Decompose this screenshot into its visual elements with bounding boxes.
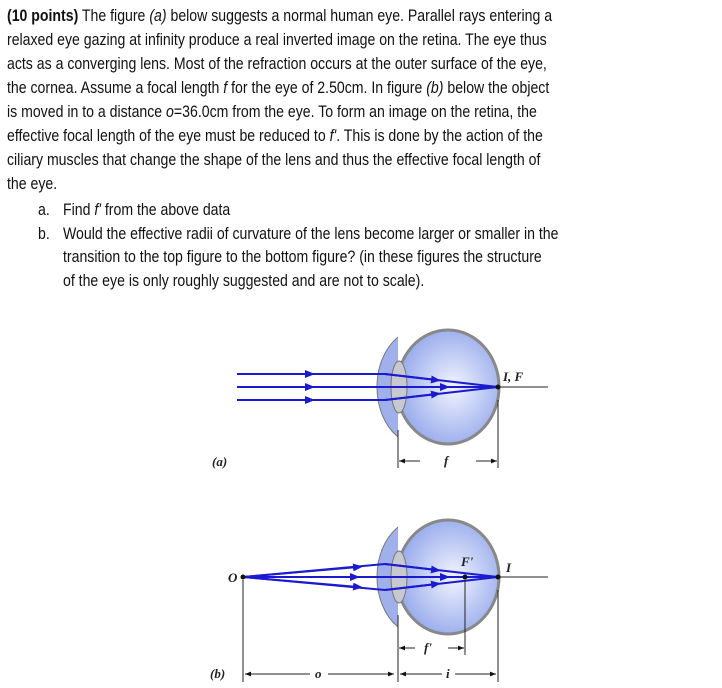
caption-b: (b): [210, 666, 226, 681]
text-segment: is moved in to a distance: [7, 103, 167, 121]
text-segment: of the eye is only roughly suggested and are not to scale).: [63, 271, 425, 290]
object-label: O: [228, 570, 238, 585]
dim-i: i: [446, 666, 450, 681]
text-segment: effective focal length of the eye must be reduced to: [7, 127, 330, 145]
text-segment: Would the effective radii of curvature of the lens become larger or smaller in the: [63, 224, 559, 243]
text-segment: transition to the top figure to the bottom figure? (in these figures the structure: [63, 248, 542, 266]
text-segment: f: [223, 79, 228, 97]
list-marker: a.: [38, 201, 50, 219]
text-segment: Find: [63, 201, 95, 219]
text-segment: below the object: [443, 79, 550, 97]
text-segment: acts as a converging lens. Most of the refraction occurs at the outer surface of the eye,: [7, 55, 547, 73]
points-label: (10 points): [7, 7, 79, 25]
focus-label: I, F: [503, 369, 524, 384]
text-segment: (a): [149, 7, 167, 25]
text-segment: for the eye of 2.50cm. In figure: [227, 79, 427, 97]
figure-a: [212, 330, 548, 469]
dim-f-prime: f': [424, 640, 432, 655]
text-segment: ciliary muscles that change the shape of the lens and thus the effective focal length of: [7, 151, 541, 169]
text-segment: the eye.: [7, 175, 58, 193]
text-segment: below suggests a normal human eye. Parallel rays entering a: [166, 7, 553, 25]
text-segment: =36.0cm from the eye. To form an image on the retina, the: [173, 103, 537, 121]
figure-b: [210, 520, 548, 682]
dim-f: f: [444, 453, 449, 468]
focal-label: F': [461, 554, 474, 569]
text-segment: f': [94, 201, 101, 219]
text-segment: from the above data: [100, 201, 231, 219]
text-segment: the cornea. Assume a focal length: [7, 79, 224, 97]
text-segment: . This is done by the action of the: [336, 127, 543, 145]
list-marker: b.: [38, 224, 50, 243]
text-segment: (b): [426, 79, 444, 97]
text-segment: o: [166, 103, 174, 121]
caption-a: (a): [212, 454, 228, 469]
text-segment: The figure: [78, 7, 150, 25]
image-label: I: [506, 560, 512, 575]
dim-o: o: [315, 666, 322, 681]
text-segment: relaxed eye gazing at infinity produce a real inverted image on the retina. The eye thus: [7, 31, 547, 49]
text-segment: f': [329, 127, 337, 145]
